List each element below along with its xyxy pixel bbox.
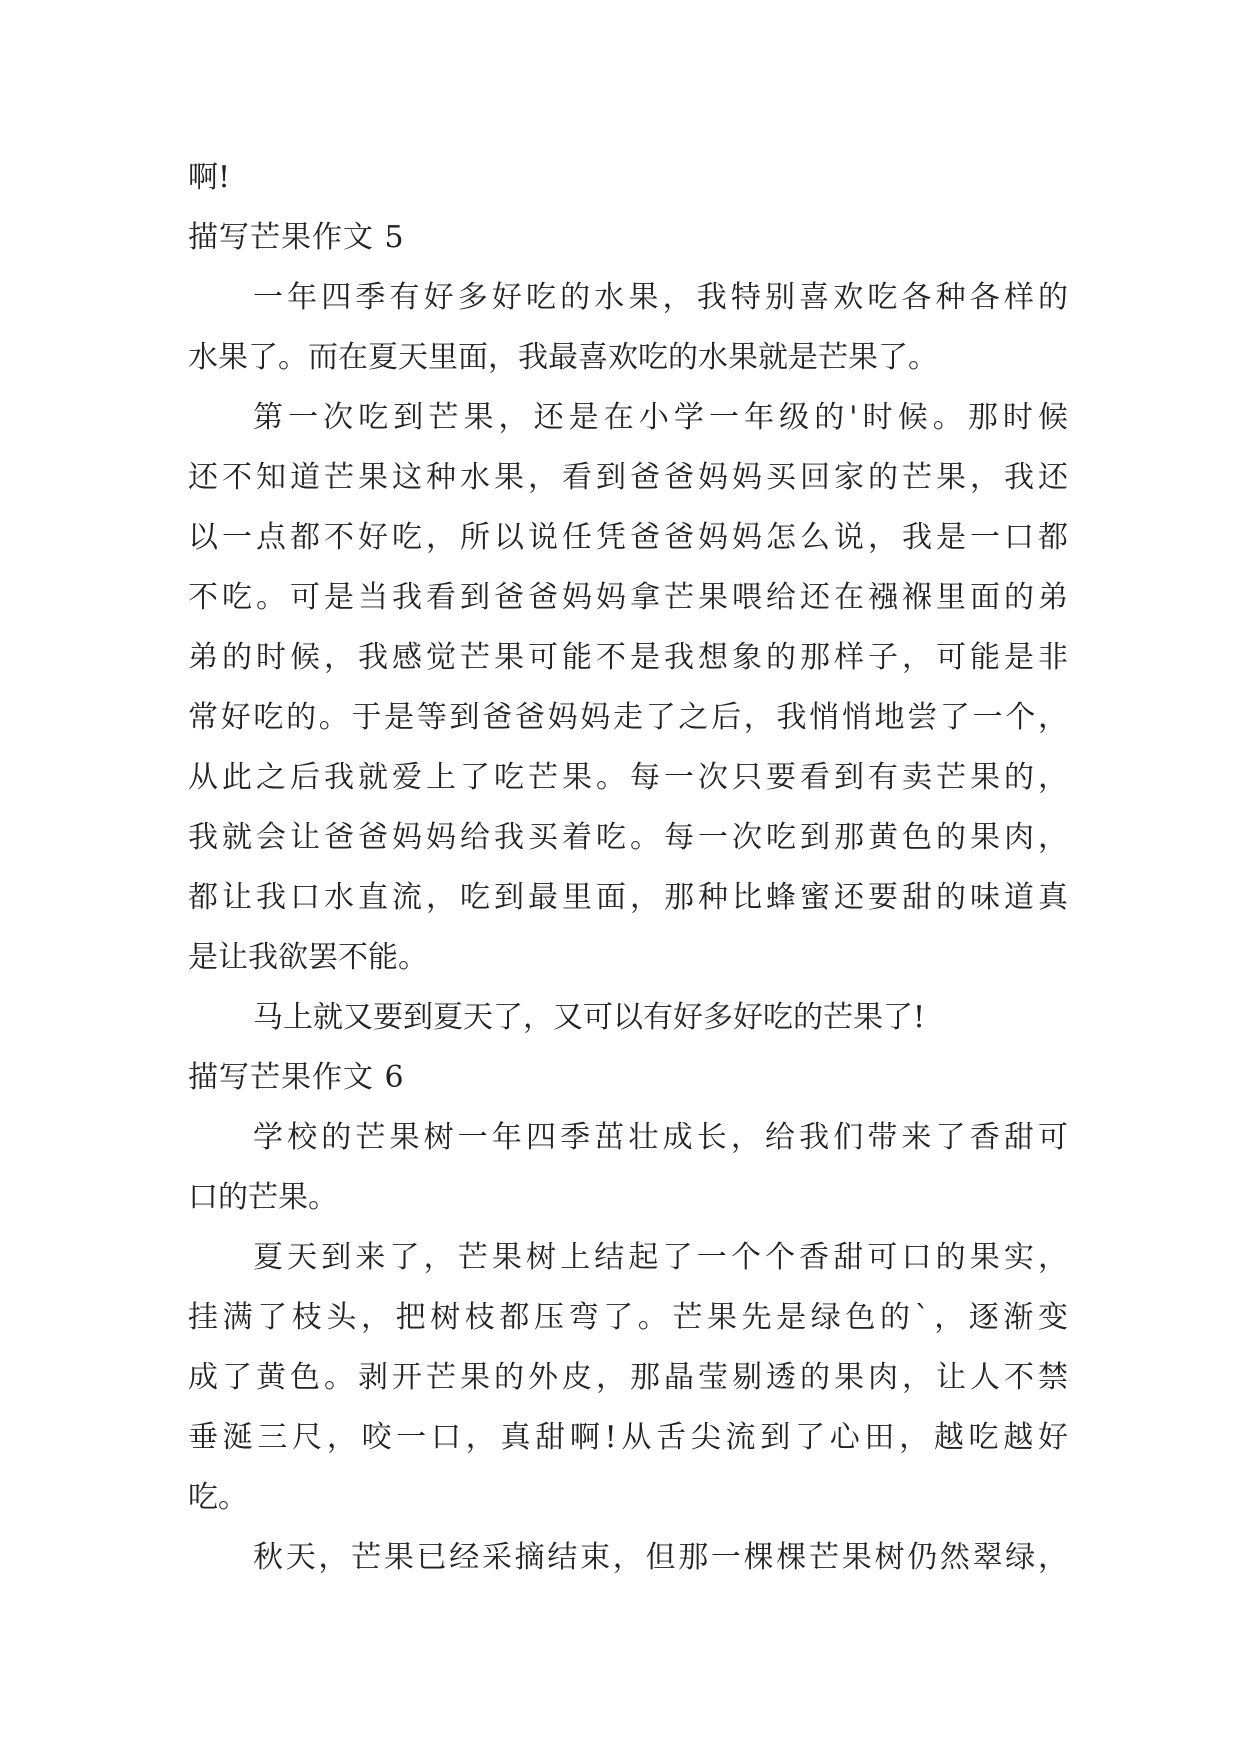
section-heading: 描写芒果作文 5	[188, 220, 405, 255]
text-line: 从此之后我就爱上了吃芒果。每一次只要看到有卖芒果的，	[188, 760, 1068, 795]
text-line: 常好吃的。于是等到爸爸妈妈走了之后，我悄悄地尝了一个，	[188, 700, 1068, 735]
text-line: 垂涎三尺，咬一口，真甜啊!从舌尖流到了心田，越吃越好	[188, 1420, 1068, 1455]
document-page	[188, 148, 1068, 1588]
text-line: 夏天到来了，芒果树上结起了一个个香甜可口的果实，	[253, 1240, 1068, 1275]
text-line: 吃。	[188, 1480, 248, 1515]
text-line: 啊!	[188, 160, 231, 195]
text-line: 都让我口水直流，吃到最里面，那种比蜂蜜还要甜的味道真	[188, 880, 1068, 915]
section-heading: 描写芒果作文 6	[188, 1060, 405, 1095]
text-line: 秋天，芒果已经采摘结束，但那一棵棵芒果树仍然翠绿，	[253, 1540, 1068, 1575]
text-line: 第一次吃到芒果，还是在小学一年级的'时候。那时候	[253, 400, 1068, 435]
text-line: 还不知道芒果这种水果，看到爸爸妈妈买回家的芒果，我还	[188, 460, 1068, 495]
text-line: 水果了。而在夏天里面，我最喜欢吃的水果就是芒果了。	[188, 340, 938, 375]
text-line: 马上就又要到夏天了，又可以有好多好吃的芒果了!	[253, 1000, 926, 1035]
text-line: 学校的芒果树一年四季茁壮成长，给我们带来了香甜可	[253, 1120, 1068, 1155]
text-line: 弟的时候，我感觉芒果可能不是我想象的那样子，可能是非	[188, 640, 1068, 675]
text-line: 口的芒果。	[188, 1180, 338, 1215]
text-line: 不吃。可是当我看到爸爸妈妈拿芒果喂给还在襁褓里面的弟	[188, 580, 1068, 615]
text-line: 以一点都不好吃，所以说任凭爸爸妈妈怎么说，我是一口都	[188, 520, 1068, 555]
text-line: 成了黄色。剥开芒果的外皮，那晶莹剔透的果肉，让人不禁	[188, 1360, 1068, 1395]
document-body	[188, 148, 1068, 1588]
text-line: 一年四季有好多好吃的水果，我特别喜欢吃各种各样的	[253, 280, 1068, 315]
text-line: 我就会让爸爸妈妈给我买着吃。每一次吃到那黄色的果肉，	[188, 820, 1068, 855]
text-line: 是让我欲罢不能。	[188, 940, 428, 975]
text-line: 挂满了枝头，把树枝都压弯了。芒果先是绿色的`，逐渐变	[188, 1300, 1068, 1335]
